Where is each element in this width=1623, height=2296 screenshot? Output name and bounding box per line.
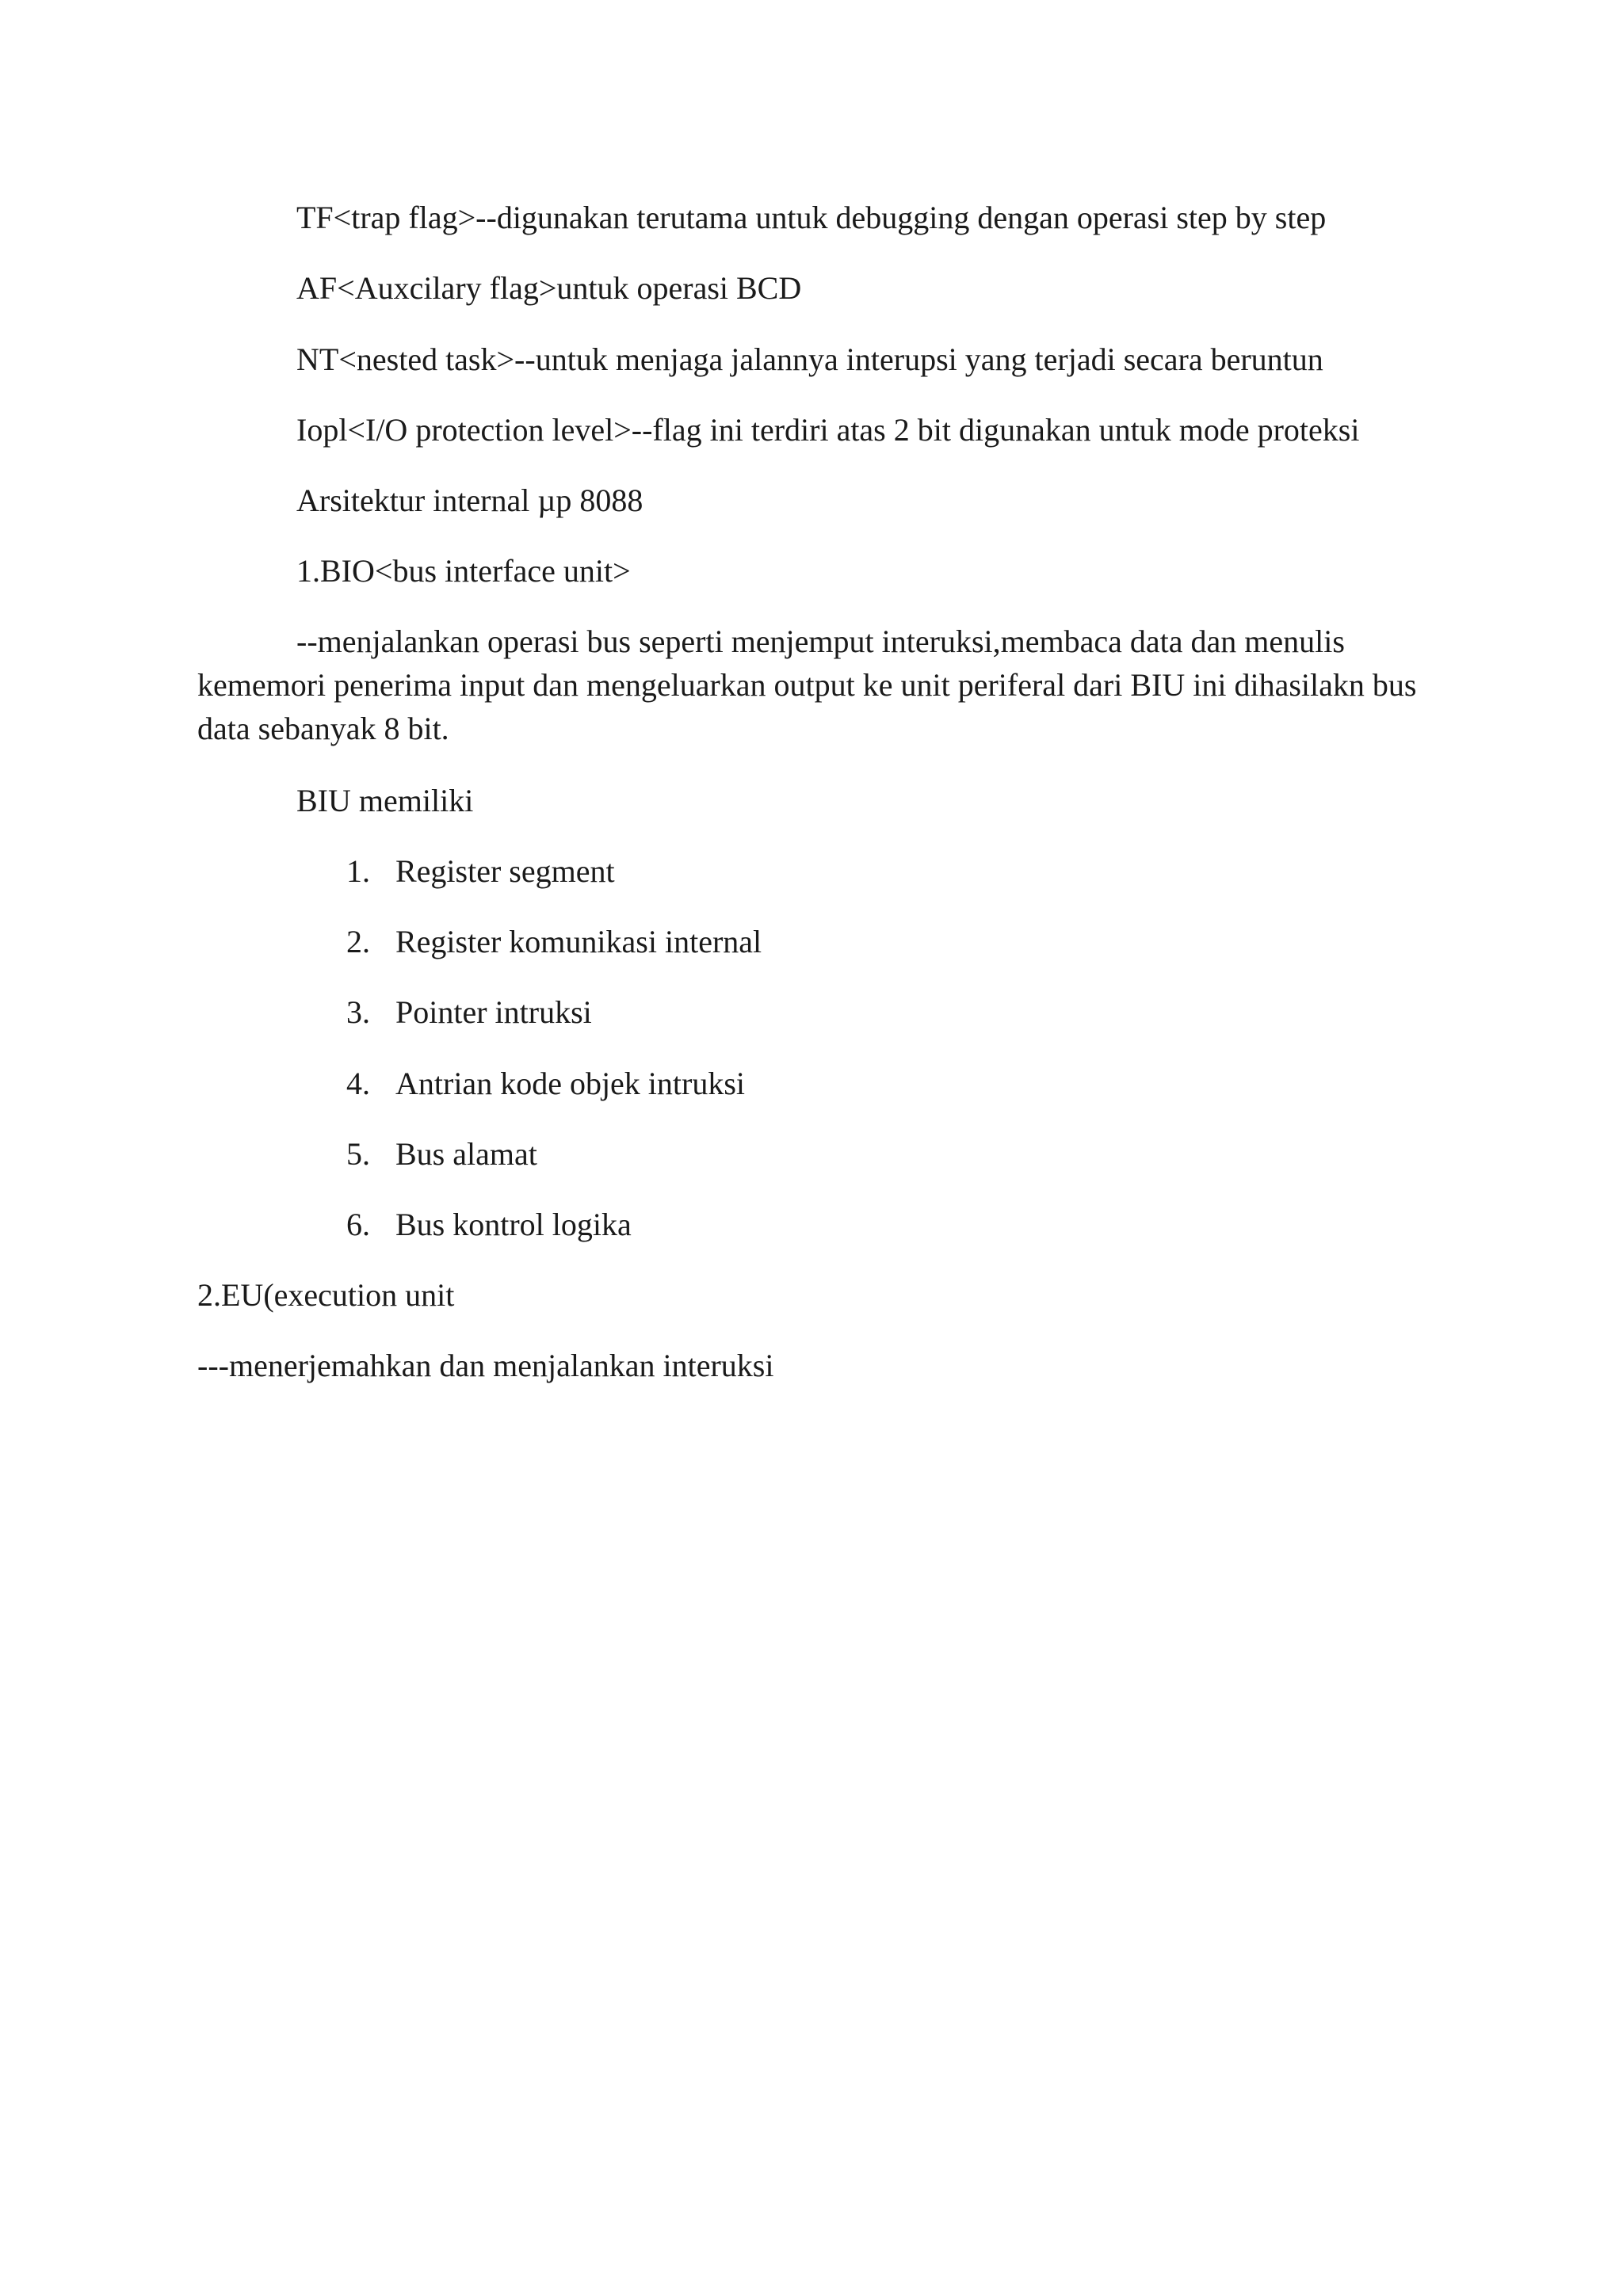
eu-heading: 2.EU(execution unit xyxy=(197,1277,455,1313)
biu-memiliki-line: BIU memiliki xyxy=(296,783,474,818)
list-item xyxy=(346,849,615,893)
list-number: 3. xyxy=(346,994,370,1030)
af-line: AF<Auxcilary flag>untuk operasi BCD xyxy=(296,270,802,306)
list-text: Bus alamat xyxy=(395,1136,537,1172)
list-number: 4. xyxy=(346,1066,370,1101)
nt-line: NT<nested task>--untuk menjaga jalannya interupsi yang terjadi secara beruntun xyxy=(296,341,1323,377)
list-item xyxy=(346,1062,745,1105)
list-number: 6. xyxy=(346,1207,370,1242)
iopl-line: Iopl<I/O protection level>--flag ini terdiri atas 2 bit digunakan untuk mode proteksi xyxy=(296,412,1360,448)
list-number: 5. xyxy=(346,1136,370,1172)
bio-heading: 1.BIO<bus interface unit> xyxy=(296,553,631,589)
list-text: Bus kontrol logika xyxy=(395,1207,632,1242)
arsitektur-heading: Arsitektur internal µp 8088 xyxy=(296,482,643,518)
list-text: Pointer intruksi xyxy=(395,994,592,1030)
list-number: 2. xyxy=(346,924,370,959)
list-number: 1. xyxy=(346,853,370,889)
list-item xyxy=(346,1132,537,1176)
list-text: Antrian kode objek intruksi xyxy=(395,1066,746,1101)
eu-description: ---menerjemahkan dan menjalankan interuksi xyxy=(197,1348,774,1383)
list-text: Register segment xyxy=(395,853,615,889)
list-item xyxy=(346,990,592,1034)
list-text: Register komunikasi internal xyxy=(395,924,762,959)
biu-paragraph: --menjalankan operasi bus seperti menjemput interuksi,membaca data dan menulis kememori penerima input dan mengeluarkan output ke unit periferal dari BIU ini dihasilakn bus data sebanyak 8 bit. xyxy=(197,624,1417,746)
list-item xyxy=(346,1203,632,1246)
list-item xyxy=(346,920,762,963)
tf-line: TF<trap flag>--digunakan terutama untuk debugging dengan operasi step by step xyxy=(296,200,1327,235)
